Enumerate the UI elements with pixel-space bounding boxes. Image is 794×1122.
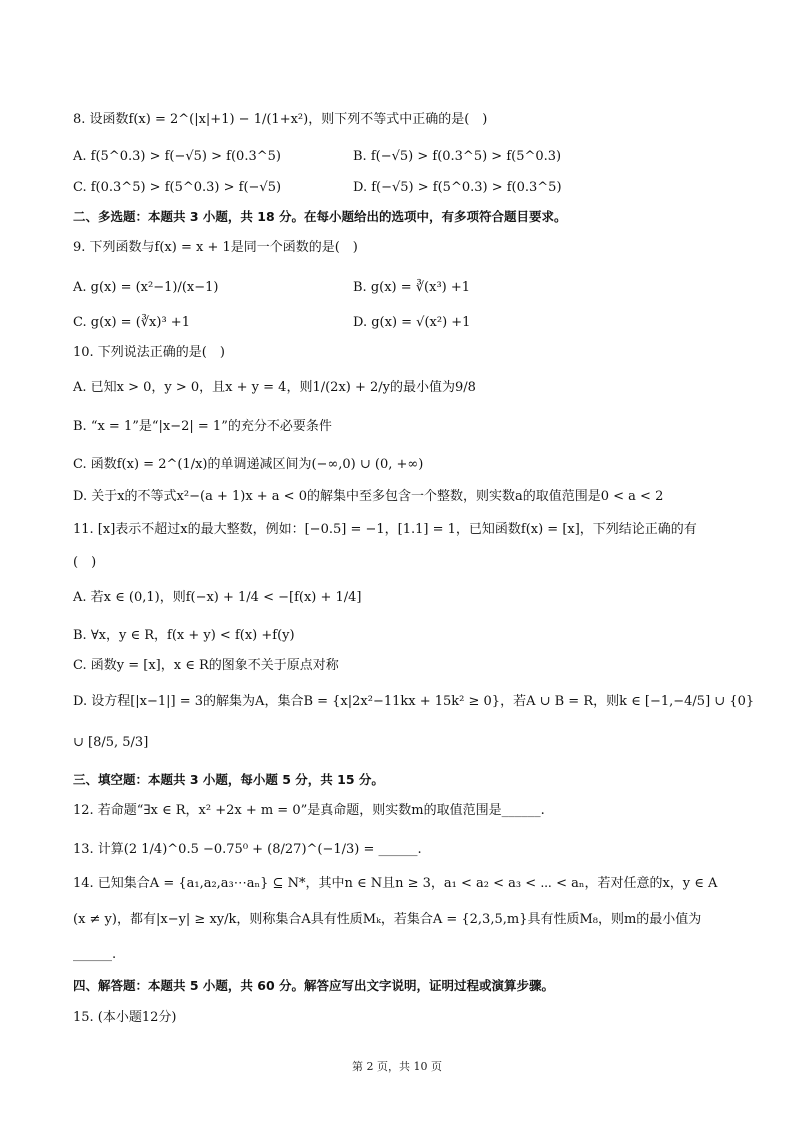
question-line-q13: 13. 计算(2 1/4)^0.5 −0.75⁰ + (8/27)^(−1/3) = ______. [73, 842, 422, 857]
question-line-q11: 11. [x]表示不超过x的最大整数，例如：[−0.5] = −1，[1.1] = 1，已知函数f(x) = [x]，下列结论正确的有 [73, 522, 697, 537]
question-line-q11d2: ∪ [8/5, 5/3] [73, 735, 149, 750]
question-line-q8: 8. 设函数f(x) = 2^(|x|+1) − 1/(1+x²)，则下列不等式中正确的是( ) [73, 112, 488, 127]
question-line-q11c: C. 函数y = [x]，x ∈ R的图象不关于原点对称 [73, 658, 339, 673]
section-heading: 二、多选题：本题共 3 小题，共 18 分。在每小题给出的选项中，有多项符合题目要求。 [73, 209, 567, 224]
question-line-q11d: D. 设方程[|x−1|] = 3的解集为A，集合B = {x|2x²−11kx + 15k² ≥ 0}，若A ∪ B = R，则k ∈ [−1,−4/5] ∪ {0} [73, 694, 755, 709]
question-line-q10: 10. 下列说法正确的是( ) [73, 345, 225, 360]
question-line-q10b: B. “x = 1”是“|x−2| = 1”的充分不必要条件 [73, 419, 332, 434]
question-line-q8b: B. f(−√5) > f(0.3^5) > f(5^0.3) [353, 149, 562, 164]
question-line-q14c: ______. [73, 947, 117, 962]
question-line-q9d: D. g(x) = √(x²) +1 [353, 315, 471, 330]
question-line-q14: 14. 已知集合A = {a₁,a₂,a₃⋯aₙ} ⊆ N*，其中n ∈ N且n ≥ 3，a₁ < a₂ < a₃ < ⋯ < aₙ，若对任意的x，y ∈ A [73, 876, 718, 891]
question-line-q9b: B. g(x) = ∛(x³) +1 [353, 280, 471, 295]
question-line-q8a: A. f(5^0.3) > f(−√5) > f(0.3^5) [73, 149, 281, 164]
question-line-q10a: A. 已知x > 0，y > 0，且x + y = 4，则1/(2x) + 2/y的最小值为9/8 [73, 380, 476, 395]
section-heading: 四、解答题：本题共 5 小题，共 60 分。解答应写出文字说明，证明过程或演算步骤。 [73, 978, 555, 993]
section-heading: 三、填空题：本题共 3 小题，每小题 5 分，共 15 分。 [73, 772, 384, 787]
question-line-q11b: B. ∀x，y ∈ R，f(x + y) < f(x) +f(y) [73, 628, 295, 643]
question-line-q9c: C. g(x) = (∛x)³ +1 [73, 315, 190, 330]
question-line-q12: 12. 若命题“∃x ∈ R，x² +2x + m = 0”是真命题，则实数m的取值范围是______. [73, 803, 545, 818]
question-line-q10c: C. 函数f(x) = 2^(1/x)的单调递减区间为(−∞,0) ∪ (0, +∞) [73, 457, 424, 472]
question-line-q9: 9. 下列函数与f(x) = x + 1是同一个函数的是( ) [73, 240, 358, 255]
question-line-q11a: A. 若x ∈ (0,1)，则f(−x) + 1/4 < −[f(x) + 1/4] [73, 590, 362, 605]
question-line-q8d: D. f(−√5) > f(5^0.3) > f(0.3^5) [353, 180, 562, 195]
page-footer: 第 2 页，共 10 页 [352, 1060, 442, 1073]
question-line-q8c: C. f(0.3^5) > f(5^0.3) > f(−√5) [73, 180, 282, 195]
question-line-q10d: D. 关于x的不等式x²−(a + 1)x + a < 0的解集中至多包含一个整数，则实数a的取值范围是0 < a < 2 [73, 489, 664, 504]
question-line-q9a: A. g(x) = (x²−1)/(x−1) [73, 280, 219, 295]
question-line-q11p: ( ) [73, 555, 97, 570]
question-line-q15: 15. (本小题12分) [73, 1010, 177, 1025]
question-line-q14b: (x ≠ y)，都有|x−y| ≥ xy/k，则称集合A具有性质Mₖ，若集合A = {2,3,5,m}具有性质M₈，则m的最小值为 [73, 912, 702, 927]
